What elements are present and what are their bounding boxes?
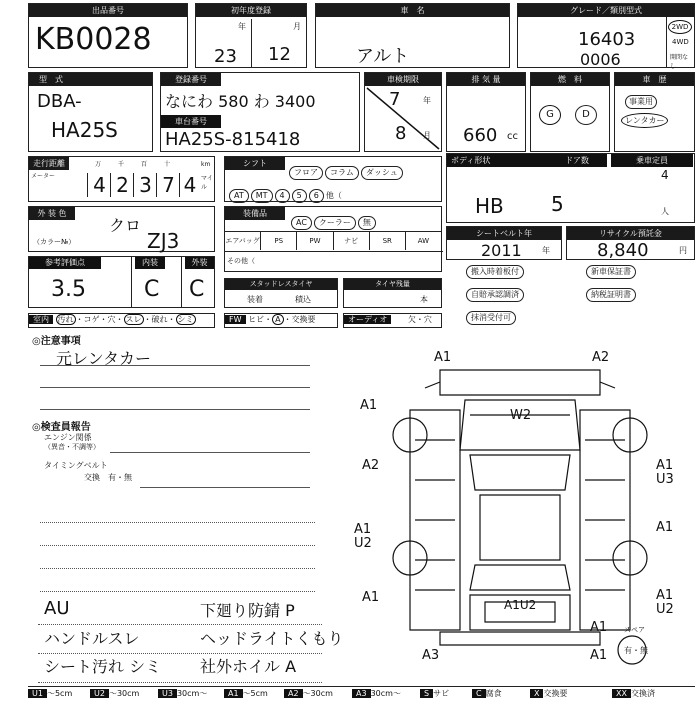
seatbelt-unit: 年 (542, 246, 550, 255)
type-value-2: HA25S (51, 118, 118, 142)
mileage-digit: 7 (156, 173, 180, 197)
remark-left: ハンドルスレ (44, 629, 140, 648)
studless-loaded: 積込 (295, 295, 311, 304)
equipment-box (224, 206, 442, 272)
equipment-pw: PW (297, 232, 333, 250)
color-code-label: （カラー№） (33, 238, 76, 246)
grade-header: グレード／類別型式 (518, 4, 694, 17)
grade-interior: C (144, 277, 160, 302)
color-box (28, 206, 215, 252)
displacement-value: 660 (463, 125, 498, 146)
diagram-mark: A1 (362, 590, 380, 605)
divider (666, 17, 667, 67)
diagram-mark: A1U2 (504, 598, 537, 612)
equipment-sr: SR (370, 232, 406, 250)
scale-sen: 千 (118, 161, 125, 168)
shift-dash: ダッシュ (361, 166, 403, 180)
capacity-unit: 人 (661, 207, 669, 216)
legend-value: 交換要 (543, 689, 568, 698)
studless-box (224, 278, 338, 308)
history-rental: レンタカー (621, 113, 668, 128)
spare-value: 有・無 (624, 646, 648, 655)
legend-bar (28, 686, 695, 701)
drive-none: 開閉なし (670, 54, 689, 70)
rule (40, 500, 315, 523)
interior-hole: 穴 (107, 315, 116, 324)
grade-exterior: C (189, 277, 205, 302)
shift-header: シフト (225, 157, 285, 170)
diagram-mark: U3 (656, 472, 674, 487)
history-box (614, 72, 695, 152)
scale-km: km (201, 161, 211, 168)
inspector-lines (40, 440, 310, 488)
capacity-value: 4 (661, 168, 669, 182)
scale-hyaku: 百 (141, 161, 148, 168)
fw-crack: ヒビ (248, 315, 265, 324)
notes-header: ◎注意事項 (32, 336, 81, 347)
fw-label: FW (225, 315, 246, 324)
audio-label: オーディオ (344, 315, 391, 324)
legend-key: A2 (284, 689, 303, 698)
equipment-ac: AC (291, 216, 312, 230)
diagram-mark: A2 (362, 458, 380, 473)
mileage-box (28, 156, 215, 202)
shift-5: 5 (292, 189, 307, 203)
body-header: ボディ形状 (447, 154, 547, 167)
rule (40, 344, 310, 366)
diagram-mark: A3 (422, 648, 440, 663)
body-box (446, 153, 695, 223)
legend-key: U2 (90, 689, 109, 698)
equipment-airbag: エアバッグ (225, 232, 261, 250)
spare-label: スペア (624, 626, 645, 634)
mileage-digit: 2 (110, 173, 134, 197)
divider (131, 257, 132, 307)
legend-key: U1 (28, 689, 47, 698)
diagram-mark: A1 (656, 520, 674, 535)
legend-value: 交換済 (630, 689, 655, 698)
legend-value: 30cm〜 (370, 689, 401, 698)
legend-value: サビ (433, 689, 450, 698)
legend-key: A3 (352, 689, 371, 698)
equipment-none: 無 (358, 216, 376, 230)
shift-4: 4 (275, 189, 290, 203)
rule (38, 654, 322, 683)
equipment-header: 装備品 (225, 207, 285, 220)
diagram-mark: A1 (656, 588, 674, 603)
studless-header: スタッドレスタイヤ (225, 279, 337, 290)
fuel-header: 燃 料 (531, 73, 609, 86)
seatbelt-box (446, 226, 562, 260)
diagram-mark: A1 (590, 648, 608, 663)
remark-right: 社外ホイル A (200, 657, 297, 676)
color-code: ZJ3 (147, 229, 180, 253)
mileage-unit: マイル (201, 175, 213, 191)
remark-left: シート汚れ シミ (44, 657, 162, 676)
legend-key: C (472, 689, 486, 698)
plate-header: 登録番号 (161, 73, 221, 86)
rule (40, 523, 315, 546)
audio-hole: 穴 (423, 315, 432, 324)
legend-key: S (420, 689, 433, 698)
scale-ju: 十 (164, 161, 171, 168)
rule (110, 440, 310, 453)
interior-label: 室内 (29, 315, 53, 324)
displacement-header: 排 気 量 (447, 73, 525, 86)
equipment-aw: AW (417, 237, 430, 245)
fuel-option-g: G (539, 105, 561, 125)
rule (38, 598, 322, 625)
tire-box (343, 278, 442, 308)
divider (251, 19, 252, 67)
interior-scuff: スレ (125, 315, 142, 324)
inspection-year: 7 (389, 89, 401, 110)
history-header: 車 歴 (615, 73, 694, 86)
rule (40, 366, 310, 388)
shift-column: コラム (325, 166, 359, 180)
remark-left: AU (44, 598, 70, 619)
fw-row: FW ヒビ・ A ・交換要 (224, 313, 338, 328)
grade-value-2: 0006 (580, 50, 621, 69)
meter-label: メーター (31, 173, 56, 180)
plate-box (160, 72, 360, 152)
month-label: 月 (293, 22, 301, 31)
equipment-row-2 (225, 231, 441, 250)
drive-4wd: 4WD (672, 38, 689, 46)
doc-item: 抹消受付可 (466, 311, 516, 325)
diagram-mark: A1 (354, 522, 372, 537)
drive-2wd: 2WD (668, 20, 692, 34)
diagram-mark: A1 (434, 350, 452, 365)
model-box (315, 3, 510, 68)
doors-header: ドア数 (547, 154, 607, 167)
shift-row-1 (289, 160, 405, 180)
shift-box (224, 156, 442, 202)
lot-box (28, 3, 188, 68)
month-label: 月 (423, 131, 431, 140)
timing-label: タイミングベルト (44, 461, 108, 470)
legend-value: 〜30cm (108, 689, 140, 698)
diagram-mark: A1 (590, 620, 608, 635)
legend-key: XX (612, 689, 631, 698)
displacement-box (446, 72, 526, 152)
rule (40, 546, 315, 569)
shift-6: 6 (309, 189, 324, 203)
seatbelt-value: 2011 (481, 241, 522, 260)
fw-a: A (272, 314, 283, 325)
type-header: 型 式 (29, 73, 152, 86)
timing-options: 交換 有・無 (84, 473, 132, 482)
mileage-digit: 4 (179, 173, 200, 197)
equipment-navi: ナビ (334, 232, 370, 250)
recycle-header: リサイクル預託金 (567, 227, 694, 240)
rule (140, 453, 310, 488)
diagram-mark: W2 (510, 408, 532, 423)
divider (181, 257, 182, 307)
engine-label: エンジン関係 (44, 433, 92, 442)
remark-right: ヘッドライトくもり (200, 629, 344, 648)
body-value: HB (475, 194, 504, 218)
plate-number: なにわ 580 わ 3400 (165, 92, 316, 111)
shift-mt: MT (251, 189, 273, 203)
mileage-header: 走行距離 (29, 157, 69, 170)
inspector-header: ◎検査員報告 (32, 422, 91, 433)
interior-burn: コゲ (83, 315, 100, 324)
diagram-mark: U2 (354, 536, 372, 551)
grade-box (517, 3, 695, 68)
remark-lines (38, 598, 322, 683)
model-name: アルト (356, 46, 410, 67)
legend-value: 〜30cm (302, 689, 333, 698)
doors-value: 5 (551, 192, 564, 216)
color-header: 外 装 色 (29, 207, 75, 220)
report-lines (40, 500, 315, 592)
year-label: 年 (423, 96, 431, 105)
studless-fitted: 装着 (247, 295, 263, 304)
shift-row-2 (229, 183, 342, 203)
legend-value: 腐食 (485, 689, 502, 698)
rule (38, 625, 322, 654)
first-registration-header: 初年度登録 (196, 4, 306, 17)
chassis-header: 車台番号 (161, 115, 221, 128)
first-registration-year: 23 (214, 46, 237, 67)
fuel-option-d: D (575, 105, 597, 125)
legend-value: 〜5cm (242, 689, 268, 698)
tire-header: タイヤ残量 (344, 279, 441, 290)
recycle-box (566, 226, 695, 260)
grade-total: 3.5 (51, 277, 86, 302)
grade-total-header: 参考評価点 (29, 257, 101, 269)
notes-line: 元レンタカー (56, 349, 151, 368)
audio-row: オーディオ 欠・穴 (343, 313, 442, 328)
shift-floor: フロア (289, 166, 323, 180)
doc-item: 自賠承認調済 (466, 288, 524, 302)
displacement-unit: cc (507, 131, 518, 142)
interior-tear: 破れ (151, 315, 168, 324)
doc-item-circled: 新車保証書 (586, 265, 636, 279)
color-value: クロ (109, 216, 142, 235)
recycle-unit: 円 (679, 246, 687, 255)
audio-missing: 欠 (407, 315, 416, 324)
rule (40, 569, 315, 592)
inspection-box (364, 72, 442, 152)
lot-header: 出品番号 (29, 4, 187, 17)
inspection-month: 8 (395, 123, 407, 144)
capacity-header: 乗車定員 (611, 154, 693, 167)
recycle-value: 8,840 (597, 240, 649, 261)
engine-sub: （異音・不調等） (44, 443, 100, 451)
rule (40, 388, 310, 410)
equipment-row-1 (291, 210, 378, 230)
diagram-mark: A1 (360, 398, 378, 413)
history-business: 事業用 (625, 95, 657, 109)
diagram-mark: A2 (592, 350, 610, 365)
fw-replace: 交換要 (291, 315, 316, 324)
first-registration-month: 12 (268, 44, 291, 65)
diagram-mark: A1 (656, 458, 674, 473)
doc-item: 搬入時着板付 (466, 265, 524, 279)
mileage-digit: 4 (87, 173, 111, 197)
remark-right: 下廻り防錆 P (200, 601, 295, 620)
scale-man: 万 (95, 161, 102, 168)
interior-stain: シミ (177, 315, 194, 324)
type-value-1: DBA- (37, 91, 82, 112)
legend-key: A1 (224, 689, 243, 698)
equipment-ps: PS (261, 232, 297, 250)
shift-other: 他（ (325, 191, 342, 200)
grade-value-1: 16403 (578, 29, 636, 50)
diagram-mark: U2 (656, 602, 674, 617)
model-header: 車 名 (316, 4, 509, 17)
chassis-number: HA25S-815418 (165, 129, 301, 150)
first-registration-box (195, 3, 307, 68)
inspection-header: 車検期限 (365, 73, 441, 86)
legend-value: 〜5cm (46, 689, 73, 698)
equipment-cooler: クーラー (314, 216, 356, 230)
type-box (28, 72, 153, 152)
fuel-box (530, 72, 610, 152)
grade-int-header: 内装 (135, 257, 165, 269)
grades-box (28, 256, 215, 308)
interior-row: 室内 汚れ ・コゲ・穴・ スレ ・破れ・ シミ (28, 313, 215, 328)
year-label: 年 (238, 22, 246, 31)
lot-number: KB0028 (35, 22, 152, 57)
legend-key: U3 (158, 689, 177, 698)
shift-at: AT (229, 189, 249, 203)
tire-unit: 本 (420, 295, 428, 304)
notes-lines (40, 344, 310, 410)
mileage-digit: 3 (133, 173, 157, 197)
equipment-other: その他（ (225, 251, 443, 270)
car-diagram (340, 340, 700, 670)
legend-key: X (530, 689, 543, 698)
legend-value: 30cm〜 (176, 689, 208, 698)
seatbelt-header: シートベルト年 (447, 227, 561, 240)
doc-item: 納税証明書 (586, 288, 636, 302)
grade-ext-header: 外装 (185, 257, 214, 269)
interior-dirt: 汚れ (57, 315, 74, 324)
